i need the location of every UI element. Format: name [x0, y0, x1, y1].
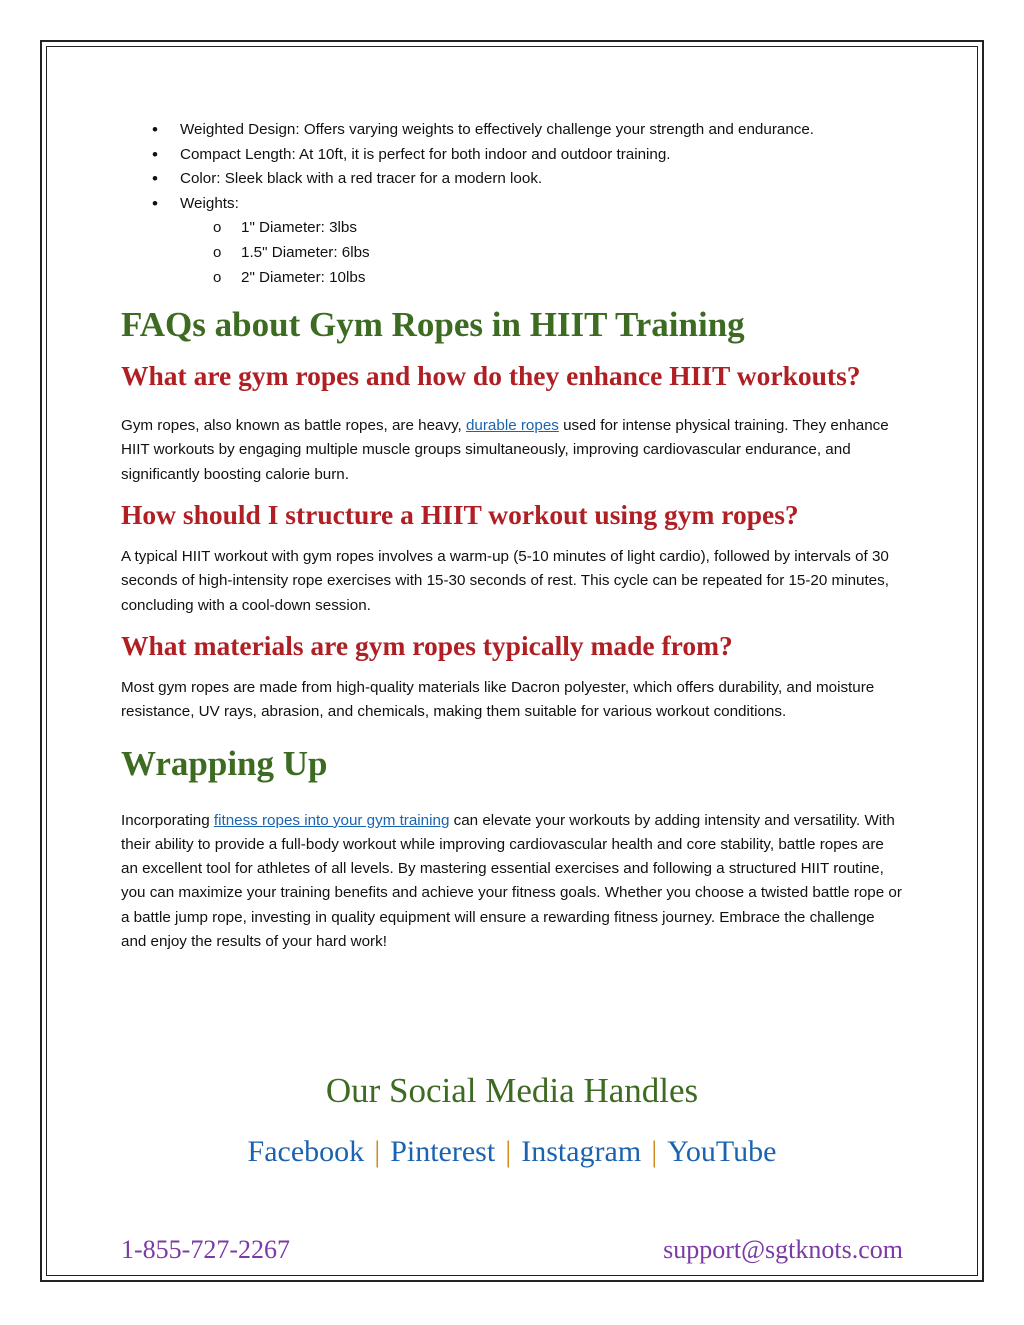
weights-sublist: [180, 216, 904, 290]
wrapping-up-heading: Wrapping Up: [121, 743, 328, 783]
wrap-text: can elevate your workouts by adding intensity and versatility. With their ability to provide a full-body workout while improving cardiovascular health and core stability, battle ropes are an excellent tool for athletes of all levels. By mastering essential exercises and following a structured HIIT routine, you can maximize your training benefits and achieve your fitness goals. Whether you choose a twisted battle rope or a battle jump rope, investing in quality equipment will ensure a rewarding fitness journey. Embrace the challenge and enjoy the results of your hard work!: [121, 811, 902, 951]
answer-paragraph-3: Most gym ropes are made from high-quality materials like Dacron polyester, which offers durability, and moisture resistance, UV rays, abrasion, and chemicals, making them suitable for various workout conditions.: [121, 678, 875, 721]
social-heading: Our Social Media Handles: [325, 1071, 699, 1110]
wrap-text: Incorporating: [121, 811, 214, 829]
answer-paragraph-1: [121, 414, 904, 487]
sublist-item: o 1.5" Diameter: 6lbs: [180, 241, 904, 266]
answer-text: used for intense physical training. They enhance HIIT workouts by engaging multiple muscle groups simultaneously, improving cardiovascular endurance, and significantly boosting calorie burn.: [121, 417, 889, 483]
email-address[interactable]: support@sgtknots.com: [663, 1235, 903, 1264]
fitness-ropes-link[interactable]: fitness ropes into your gym training: [213, 811, 450, 829]
question-heading-2: How should I structure a HIIT workout using gym ropes?: [121, 499, 799, 531]
instagram-link[interactable]: Instagram: [521, 1135, 642, 1168]
social-links: [0, 1130, 1024, 1174]
faq-heading: FAQs about Gym Ropes in HIIT Training: [121, 305, 745, 345]
list-item-label: Weights:: [180, 194, 239, 212]
separator: |: [374, 1135, 381, 1168]
list-item: • Compact Length: At 10ft, it is perfect for both indoor and outdoor training.: [121, 143, 904, 168]
feature-list: [121, 118, 904, 290]
list-item-weights: [121, 192, 904, 290]
sublist-item: o 2" Diameter: 10lbs: [180, 266, 904, 291]
question-heading-1: What are gym ropes and how do they enhance HIIT workouts?: [121, 360, 861, 392]
list-item: • Color: Sleek black with a red tracer for a modern look.: [121, 167, 904, 192]
wrap-paragraph: [121, 809, 904, 955]
durable-ropes-link[interactable]: durable ropes: [465, 417, 559, 435]
separator: |: [651, 1135, 658, 1168]
answer-text: Gym ropes, also known as battle ropes, are heavy,: [121, 417, 466, 435]
phone-number[interactable]: 1-855-727-2267: [121, 1235, 290, 1264]
youtube-link[interactable]: YouTube: [667, 1135, 777, 1168]
separator: |: [505, 1135, 512, 1168]
facebook-link[interactable]: Facebook: [247, 1135, 365, 1168]
main-content: [121, 118, 904, 954]
pinterest-link[interactable]: Pinterest: [390, 1135, 496, 1168]
question-heading-3: What materials are gym ropes typically made from?: [121, 629, 733, 661]
answer-paragraph-2: A typical HIIT workout with gym ropes involves a warm-up (5-10 minutes of light cardio), followed by intervals of 30 seconds of high-intensity rope exercises with 15-30 seconds of rest. This cycle can be repeated for 15-20 minutes, concluding with a cool-down session.: [121, 548, 889, 614]
list-item: • Weighted Design: Offers varying weights to effectively challenge your strength and endurance.: [121, 118, 904, 143]
sublist-item: o 1" Diameter: 3lbs: [180, 216, 904, 241]
